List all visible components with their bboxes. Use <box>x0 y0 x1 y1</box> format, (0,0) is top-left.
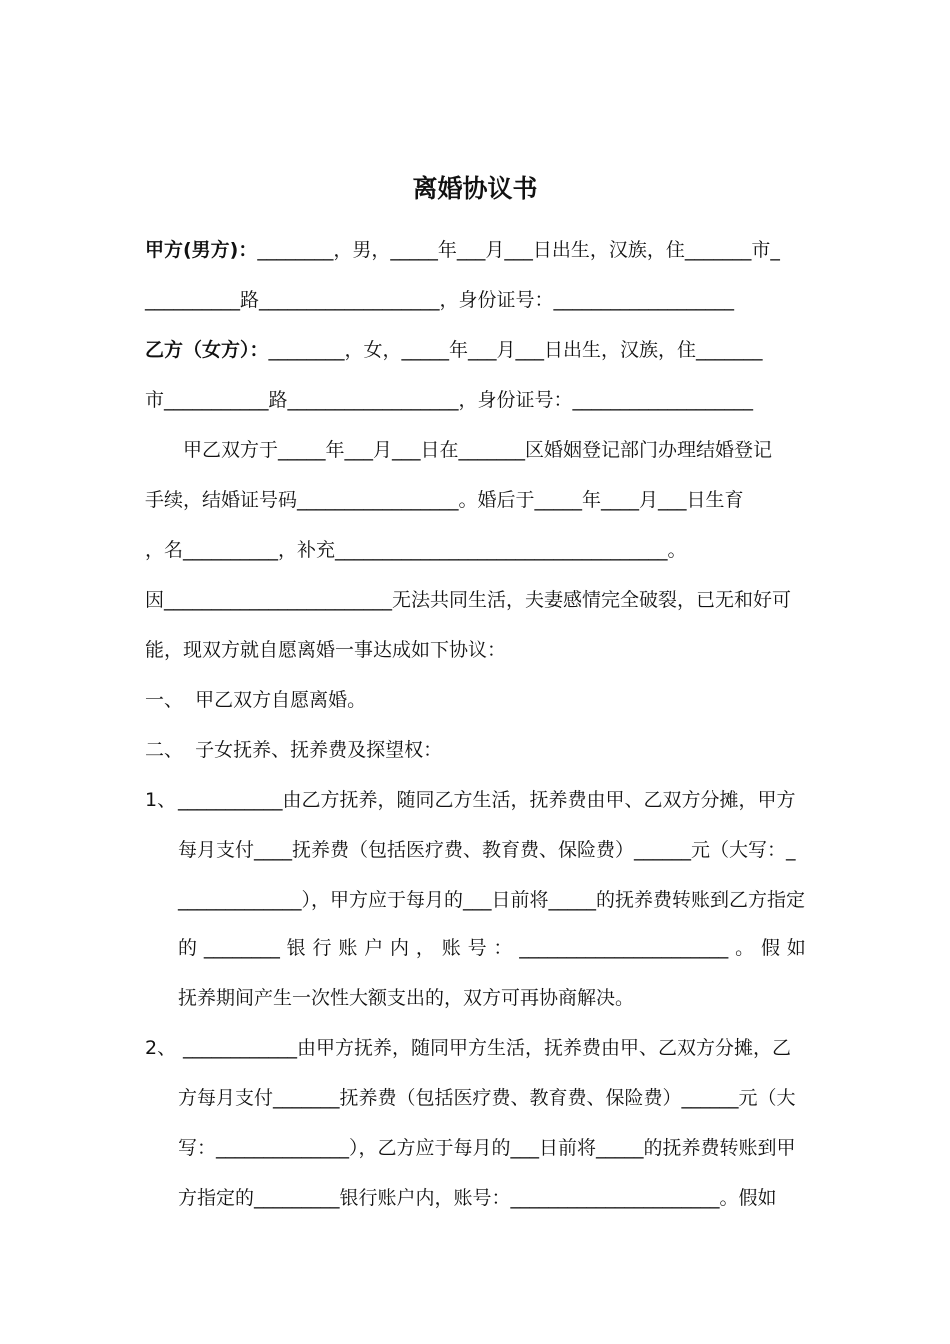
item-1-line-5: 抚养期间产生一次性大额支出的，双方可再协商解决。 <box>178 987 635 1009</box>
marriage-line-5: 能，现双方就自愿离婚一事达成如下协议： <box>145 639 507 661</box>
item-1-line-4-part: 行 <box>312 937 332 959</box>
party-b-label: 乙方（女方）： <box>145 339 269 361</box>
party-a-info-1: ________，男，_____年___月___日出生，汉族，住_______市_ <box>257 239 780 261</box>
item-1-line-4-part: 如 <box>786 937 806 959</box>
marriage-line-1: 甲乙双方于_____年___月___日在_______区婚姻登记部门办理结婚登记 <box>183 439 773 461</box>
party-a-line-1 <box>145 237 780 263</box>
item-1-line-4-part: 的 <box>178 937 198 959</box>
item-1-line-3: _____________），甲方应于每月的___日前将_____的抚养费转账到乙方指定 <box>178 889 806 911</box>
item-2-number: 2、 <box>145 1037 177 1059</box>
item-1-line-4-part: 账 <box>338 937 358 959</box>
marriage-line-3: ，名__________，补充___________________________________。 <box>145 539 687 561</box>
item-1-line-4-part: 户 <box>364 937 384 959</box>
item-1-line-4-part: 账 <box>441 937 461 959</box>
party-b-info-1: ________，女，_____年___月___日出生，汉族，住_______ <box>268 339 763 361</box>
item-2-line-1: ____________由甲方抚养，随同甲方生活，抚养费由甲、乙双方分摊，乙 <box>183 1037 792 1059</box>
party-a-label: 甲方(男方)： <box>145 239 258 261</box>
item-1-line-4-part: 内 <box>390 937 410 959</box>
party-a-line-2: __________路___________________，身份证号：___________________ <box>145 289 735 311</box>
item-1-line-4 <box>178 935 806 961</box>
item-2-line-4: 方指定的_________银行账户内，账号：______________________。假如 <box>178 1187 777 1209</box>
item-2-line-2: 方每月支付_______抚养费（包括医疗费、教育费、保险费）______元（大 <box>178 1087 796 1109</box>
marriage-line-2: 手续，结婚证号码_________________。婚后于_____年____月___日生育 <box>145 489 744 511</box>
item-1-line-4-part: 银 <box>286 937 306 959</box>
item-1-line-2: 每月支付____抚养费（包括医疗费、教育费、保险费）______元（大写：_ <box>178 839 796 861</box>
clause-1: 一、 甲乙双方自愿离婚。 <box>145 689 367 711</box>
item-1-line-4-part: 。 <box>735 937 755 959</box>
item-1-line-4-part: ： <box>493 937 513 959</box>
item-1-line-4-part: ， <box>415 937 435 959</box>
item-1-line-4-part: 假 <box>760 937 780 959</box>
item-1-number: 1、 <box>145 789 177 811</box>
item-1-line-4-part: ________ <box>203 937 280 959</box>
item-1-line-4-part: ______________________ <box>519 937 729 959</box>
party-b-line-1 <box>145 337 763 363</box>
item-2-line-3: 写：______________），乙方应于每月的___日前将_____的抚养费转账到甲 <box>178 1137 796 1159</box>
item-1-line-4-part: 号 <box>467 937 487 959</box>
item-1-line-1: ___________由乙方抚养，随同乙方生活，抚养费由甲、乙双方分摊，甲方 <box>178 789 796 811</box>
marriage-line-4: 因________________________无法共同生活，夫妻感情完全破裂，已无和好可 <box>145 589 792 611</box>
clause-2: 二、 子女抚养、抚养费及探望权： <box>145 739 443 761</box>
party-b-line-2: 市___________路__________________，身份证号：___________________ <box>145 389 754 411</box>
document-title: 离婚协议书 <box>412 174 538 203</box>
